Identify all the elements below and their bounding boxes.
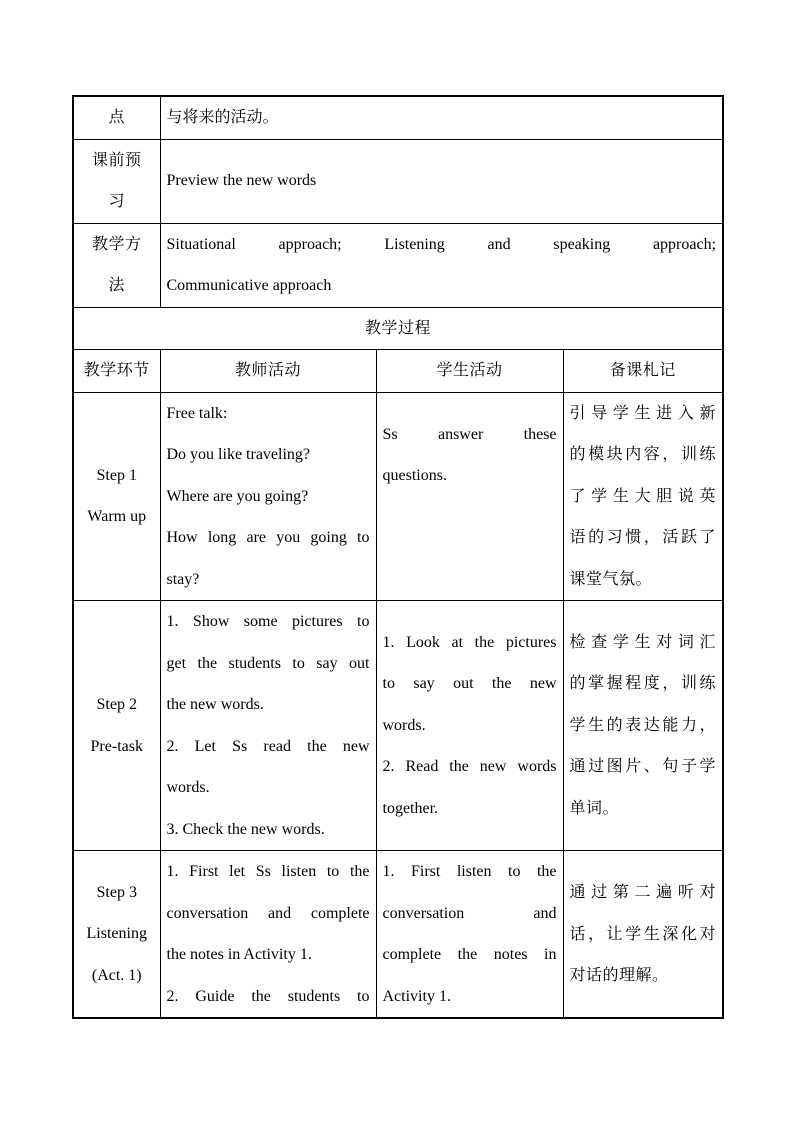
table-row-step3 [73,851,723,1019]
table-row-focus [73,96,723,139]
table-row-step1 [73,392,723,601]
process-title: 教学过程 [73,307,723,350]
step2-notes: 检查学生对词汇 的掌握程度，训练 学生的表达能力， 通过图片、句子学 单词。 [563,601,723,851]
step2-teacher-activity: 1. Show some pictures to get the students to say out the new words. 2. Let Ss read the new words. 3. Check the new words. [160,601,376,851]
step2-student-activity: 1. Look at the pictures to say out the new words. 2. Read the new words together. [376,601,563,851]
table-header-row [73,350,723,393]
row-content-focus: 与将来的活动。 [160,96,723,139]
header-student: 学生活动 [376,350,563,393]
table-row-preview [73,139,723,223]
row-label-focus: 点 [73,96,160,139]
step1-label: Step 1 Warm up [73,392,160,601]
table-row-process-title [73,307,723,350]
row-content-methods: Situational approach; Listening and speaking approach; Communicative approach [160,223,723,307]
step3-notes: 通过第二遍听对 话，让学生深化对 对话的理解。 [563,851,723,1019]
step3-label: Step 3 Listening (Act. 1) [73,851,160,1019]
header-teacher: 教师活动 [160,350,376,393]
lesson-plan-table [72,95,724,1019]
table-row-methods [73,223,723,307]
table-row-step2 [73,601,723,851]
header-notes: 备课札记 [563,350,723,393]
step1-notes: 引导学生进入新 的模块内容，训练 了学生大胆说英 语的习惯，活跃了 课堂气氛。 [563,392,723,601]
row-label-preview: 课前预 习 [73,139,160,223]
step1-student-activity: Ss answer these questions. [376,392,563,601]
row-content-preview: Preview the new words [160,139,723,223]
step2-label: Step 2 Pre-task [73,601,160,851]
step3-teacher-activity: 1. First let Ss listen to the conversation and complete the notes in Activity 1. 2. Guide the students to [160,851,376,1019]
step1-teacher-activity: Free talk: Do you like traveling? Where are you going? How long are you going to stay? [160,392,376,601]
row-label-methods: 教学方 法 [73,223,160,307]
step3-student-activity: 1. First listen to the conversation and complete the notes in Activity 1. [376,851,563,1019]
header-step: 教学环节 [73,350,160,393]
